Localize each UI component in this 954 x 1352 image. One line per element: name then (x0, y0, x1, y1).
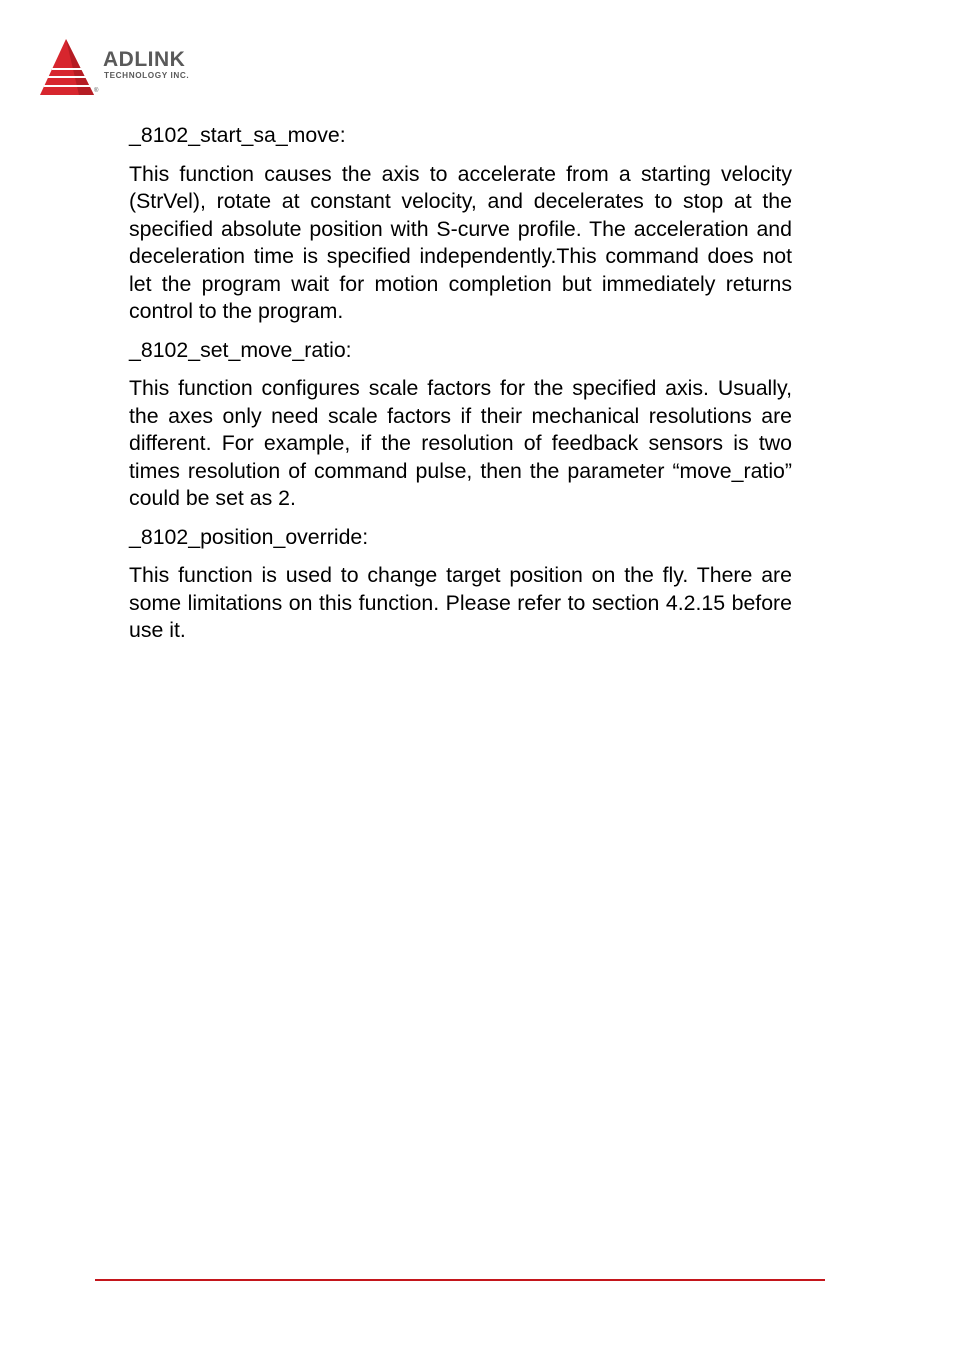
function-name-position-override: _8102_position_override: (129, 524, 369, 549)
document-body (129, 122, 792, 656)
footer-rule (95, 1279, 825, 1281)
function-description-position-override: This function is used to change target position on the fly. There are some limitations on this function. Please refer to section 4.2.15 before use it. (129, 563, 792, 642)
logo-subtitle: TECHNOLOGY INC. (104, 71, 190, 80)
function-description-set-move-ratio: This function configures scale factors for the specified axis. Usually, the axes only need scale factors if their mechanical resolutions are different. For example, if the resolution of feedback sensors is two times resolution of command pulse, then the parameter “move_ratio” could be set as 2. (129, 376, 792, 510)
registered-mark: ® (94, 88, 99, 94)
function-name-start-sa-move: _8102_start_sa_move: (129, 123, 346, 147)
adlink-triangle-icon (38, 36, 98, 98)
function-description-start-sa-move: This function causes the axis to accelerate from a starting velocity (StrVel), rotate at constant velocity, and decelerates to stop at the specified absolute position with S-curve profile. The acceleration and deceleration time is specified independently.This command does not let the program wait for motion completion but immediately returns control to the program. (129, 161, 792, 323)
logo-name: ADLINK (103, 48, 186, 71)
function-name-set-move-ratio: _8102_set_move_ratio: (129, 337, 352, 362)
adlink-logo (38, 36, 238, 98)
